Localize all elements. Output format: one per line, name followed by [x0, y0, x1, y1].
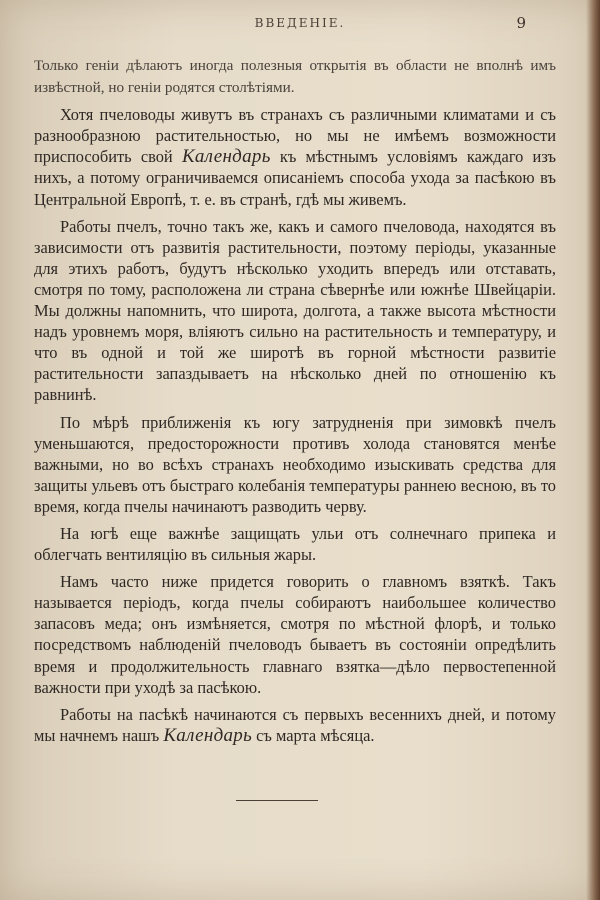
body-text	[34, 54, 556, 752]
section-end-rule	[236, 800, 318, 801]
calendar-title-italic: Календарь	[181, 146, 271, 168]
paragraph-4: По мѣрѣ приближенія къ югу затрудненія при зимовкѣ пчелъ уменьшаются, предосторожности противъ холода становятся менѣе важными, но во всѣхъ странахъ необходимо изыскивать средства для защиты ульевъ отъ быстраго колебанія температуры раннею весною, въ то время, когда пчелы начинаютъ разводить черву.	[34, 412, 556, 516]
paragraph-2-text-c: къ мѣстнымъ условіямъ каждаго изъ нихъ, а потому ограничиваемся описаніемъ способа ухода за пасѣкою въ Центральной Европѣ, т. е. въ странѣ, гдѣ мы живемъ.	[34, 147, 556, 209]
paragraph-3: Работы пчелъ, точно такъ же, какъ и самого пчеловода, находятся въ зависимости отъ развитія растительности, поэтому періоды, указанные для этихъ работъ, будутъ нѣсколько уходить впередъ или отставать, смотря по тому, расположена ли страна сѣвернѣе или южнѣе Швейцаріи. Мы должны напомнить, что широта, долгота, а также высота мѣстности надъ уровнемъ моря, вліяютъ сильно на растительность и температуру, и что въ одной и той же широтѣ въ горной мѣстности развитіе растительности запаздываетъ на нѣсколько дней по отношенію къ равнинѣ.	[34, 216, 556, 405]
paragraph-6: Намъ часто ниже придется говорить о главномъ взяткѣ. Такъ называется періодъ, когда пчелы собираютъ наибольшее количество запасовъ меда; онъ измѣняется, смотря по мѣстной флорѣ, и только посредствомъ наблюденій пчеловодъ бываетъ въ состояніи опредѣлить время и продолжительность главнаго взятка—дѣло первостепенной важности при уходѣ за пасѣкою.	[34, 572, 556, 697]
paragraph-2	[34, 104, 556, 209]
paragraph-2-text-a: Хотя пчеловоды живутъ въ странахъ съ различными климатами и съ разнообразною растительностью, но мы не имѣемъ возможности приспособить свой	[34, 105, 556, 167]
paragraph-1	[34, 54, 556, 98]
page-edge-shadow	[586, 0, 600, 900]
running-head-title: ВВЕДЕНІЕ.	[254, 16, 346, 30]
paragraph-7	[34, 704, 556, 746]
page-number: 9	[516, 14, 526, 32]
paragraph-5: На югѣ еще важнѣе защищать ульи отъ солнечнаго припека и облегчать вентиляцію въ сильныя жары.	[34, 523, 556, 565]
running-head	[0, 14, 600, 38]
paragraph-7-text-a: Работы на пасѣкѣ начинаются съ первыхъ весеннихъ дней, и потому мы начнемъ нашъ	[34, 704, 556, 745]
calendar-title-italic-2: Календарь	[163, 724, 253, 746]
paragraph-1-text: Только геніи дѣлаютъ иногда полезныя открытія въ области не вполнѣ имъ извѣстной, но геніи родятся столѣтіями.	[34, 57, 556, 97]
paragraph-7-text-c: съ марта мѣсяца.	[252, 725, 375, 745]
